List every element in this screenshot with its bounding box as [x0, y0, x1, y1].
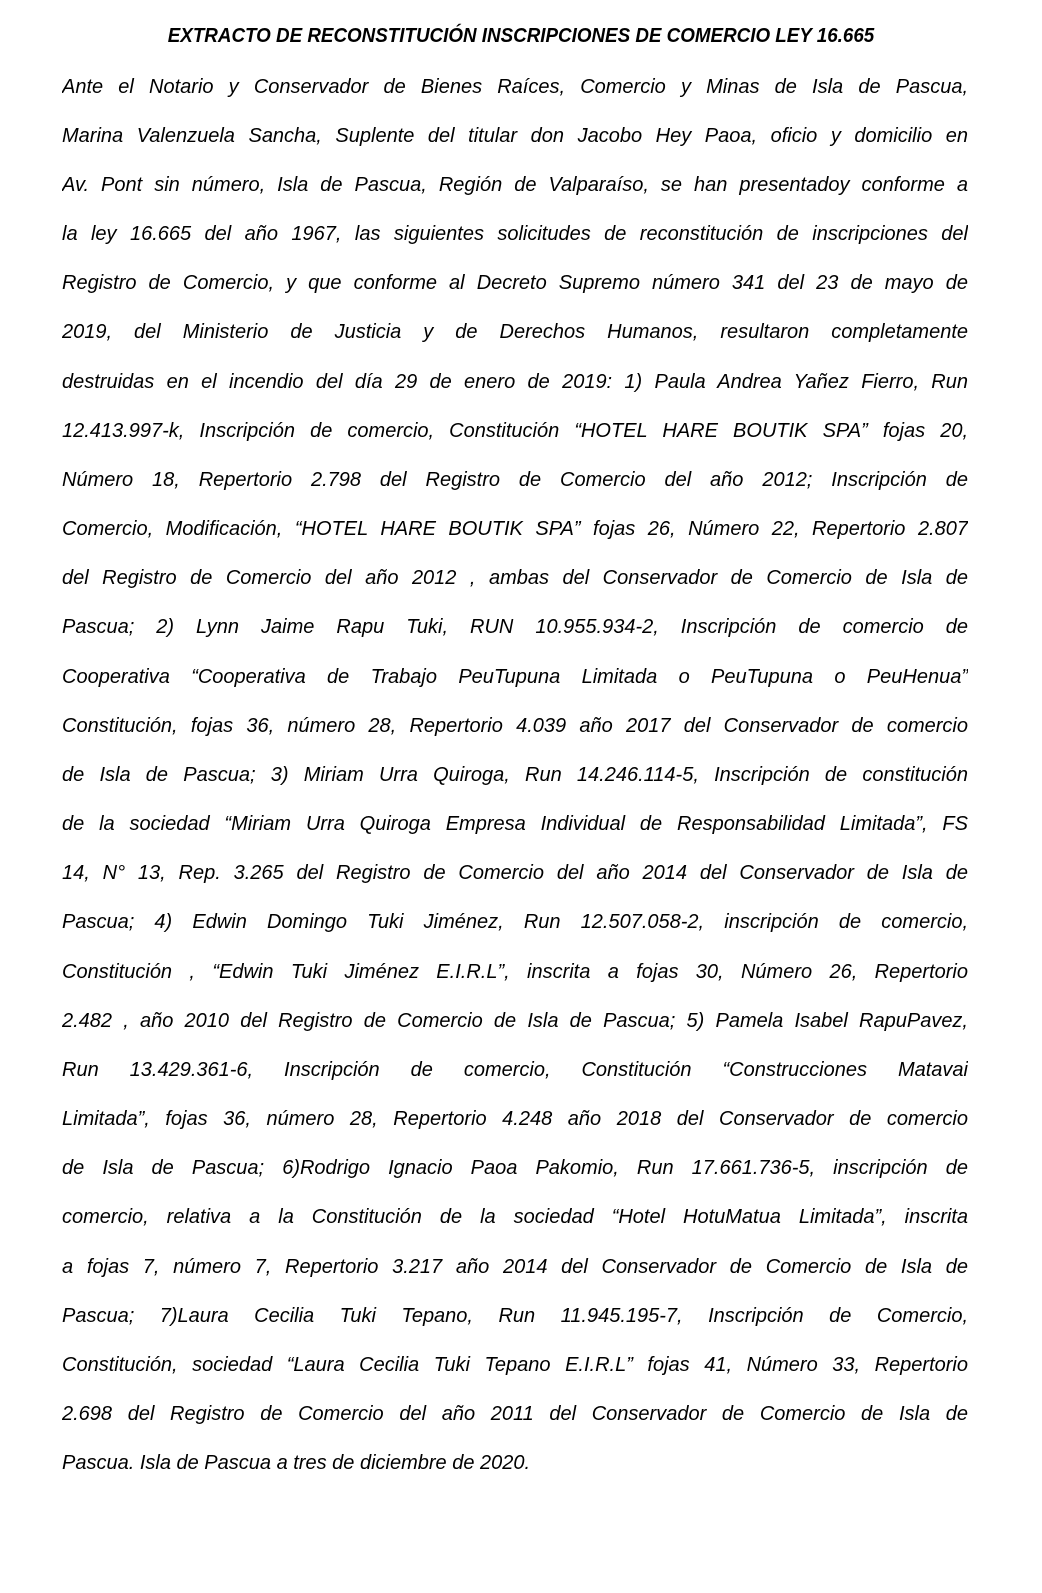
body-line: del Registro de Comercio del año 2012 , ambas del Conservador de Comercio de Isla de [62, 567, 968, 589]
body-line: de la sociedad “Miriam Urra Quiroga Empresa Individual de Responsabilidad Limitada”, FS [62, 813, 968, 835]
body-line: Constitución, sociedad “Laura Cecilia Tuki Tepano E.I.R.L” fojas 41, Número 33, Repertorio [62, 1354, 968, 1376]
body-line: Comercio, Modificación, “HOTEL HARE BOUTIK SPA” fojas 26, Número 22, Repertorio 2.807 [62, 518, 968, 540]
body-line: Número 18, Repertorio 2.798 del Registro de Comercio del año 2012; Inscripción de [62, 469, 968, 491]
body-line: Limitada”, fojas 36, número 28, Repertorio 4.248 año 2018 del Conservador de comercio [62, 1108, 968, 1130]
body-line: a fojas 7, número 7, Repertorio 3.217 año 2014 del Conservador de Comercio de Isla de [62, 1256, 968, 1278]
body-line: 2019, del Ministerio de Justicia y de Derechos Humanos, resultaron completamente [62, 321, 968, 343]
body-line: Registro de Comercio, y que conforme al Decreto Supremo número 341 del 23 de mayo de [62, 272, 968, 294]
body-line: Pascua; 7)Laura Cecilia Tuki Tepano, Run 11.945.195-7, Inscripción de Comercio, [62, 1305, 968, 1327]
document-title: EXTRACTO DE RECONSTITUCIÓN INSCRIPCIONES DE COMERCIO LEY 16.665 [167, 25, 875, 47]
document-body [62, 70, 968, 1550]
body-line: Av. Pont sin número, Isla de Pascua, Región de Valparaíso, se han presentadoy conforme a [62, 174, 968, 196]
body-line: 14, N° 13, Rep. 3.265 del Registro de Comercio del año 2014 del Conservador de Isla de [62, 862, 968, 884]
body-line: Cooperativa “Cooperativa de Trabajo PeuTupuna Limitada o PeuTupuna o PeuHenua” [62, 666, 968, 688]
body-line: comercio, relativa a la Constitución de la sociedad “Hotel HotuMatua Limitada”, inscrita [62, 1206, 968, 1228]
body-line: la ley 16.665 del año 1967, las siguientes solicitudes de reconstitución de inscripciones del [62, 223, 968, 245]
body-line: 2.698 del Registro de Comercio del año 2011 del Conservador de Comercio de Isla de [62, 1403, 968, 1425]
body-line: de Isla de Pascua; 6)Rodrigo Ignacio Paoa Pakomio, Run 17.661.736-5, inscripción de [62, 1157, 968, 1179]
body-line: Pascua; 4) Edwin Domingo Tuki Jiménez, Run 12.507.058-2, inscripción de comercio, [62, 911, 968, 933]
body-line: Constitución, fojas 36, número 28, Repertorio 4.039 año 2017 del Conservador de comercio [62, 715, 968, 737]
body-line: Constitución , “Edwin Tuki Jiménez E.I.R.L”, inscrita a fojas 30, Número 26, Repertorio [62, 961, 968, 983]
body-line: Ante el Notario y Conservador de Bienes Raíces, Comercio y Minas de Isla de Pascua, [62, 76, 968, 98]
body-line: Run 13.429.361-6, Inscripción de comercio, Constitución “Construcciones Matavai [62, 1059, 968, 1081]
body-line: destruidas en el incendio del día 29 de enero de 2019: 1) Paula Andrea Yañez Fierro, Run [62, 371, 968, 393]
body-line-last: Pascua. Isla de Pascua a tres de diciembre de 2020. [62, 1452, 531, 1474]
body-line: 12.413.997-k, Inscripción de comercio, Constitución “HOTEL HARE BOUTIK SPA” fojas 20, [62, 420, 968, 442]
body-line: Pascua; 2) Lynn Jaime Rapu Tuki, RUN 10.955.934-2, Inscripción de comercio de [62, 616, 968, 638]
body-line: 2.482 , año 2010 del Registro de Comercio de Isla de Pascua; 5) Pamela Isabel RapuPavez, [62, 1010, 968, 1032]
body-line: de Isla de Pascua; 3) Miriam Urra Quiroga, Run 14.246.114-5, Inscripción de constitución [62, 764, 968, 786]
body-line: Marina Valenzuela Sancha, Suplente del titular don Jacobo Hey Paoa, oficio y domicilio en [62, 125, 968, 147]
